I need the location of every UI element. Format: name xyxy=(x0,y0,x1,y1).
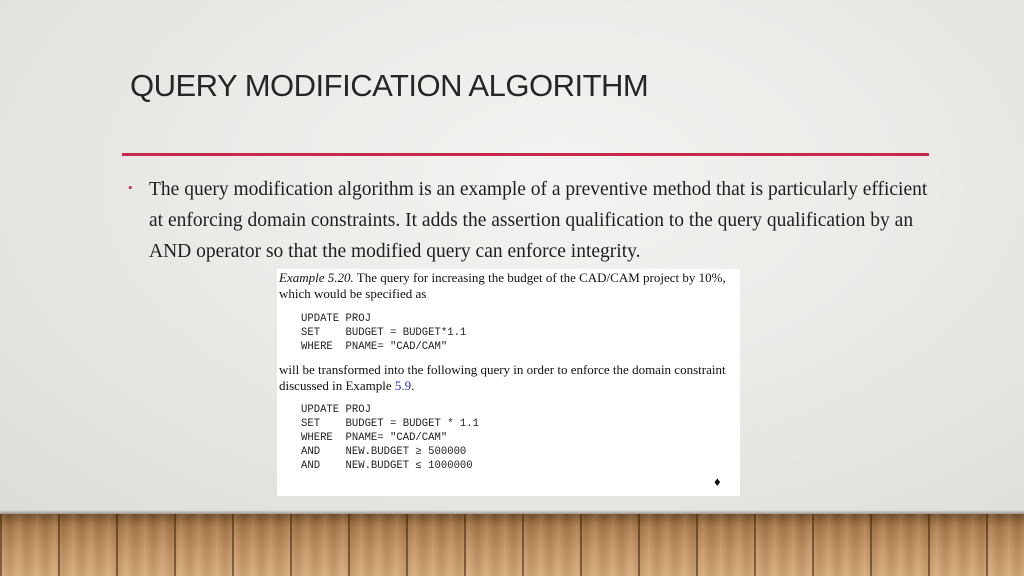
code-line: WHERE PNAME= "CAD/CAM" xyxy=(301,432,448,444)
bullet-text: The query modification algorithm is an example of a preventive method that is particularly efficient at enforcing domain constraints. It adds the assertion qualification to the query qualification by an AND operator so that the modified query can enforce integrity. xyxy=(149,179,928,263)
bullet-list xyxy=(128,174,928,268)
transform-sentence: will be transformed into the following query in order to enforce the domain constraint discussed in Example xyxy=(279,362,726,393)
caption-text: The query for increasing the budget of the CAD/CAM project by 10%, which would be specified as xyxy=(279,270,726,301)
code-line: SET BUDGET = BUDGET * 1.1 xyxy=(301,418,480,430)
end-of-example-icon: ♦ xyxy=(714,474,721,489)
wood-floor xyxy=(0,514,1024,576)
transform-text xyxy=(279,362,735,394)
code-line: AND NEW.BUDGET ≤ 1000000 xyxy=(301,460,473,472)
modified-query-code xyxy=(301,403,479,473)
title-divider xyxy=(122,153,929,156)
original-query-code xyxy=(301,312,466,354)
example-label: Example 5.20. xyxy=(279,270,354,285)
code-line: WHERE PNAME= "CAD/CAM" xyxy=(301,341,448,353)
figure-caption xyxy=(279,270,735,302)
slide-title: QUERY MODIFICATION ALGORITHM xyxy=(130,68,649,103)
example-reference-link[interactable]: 5.9 xyxy=(394,378,412,393)
transform-end: . xyxy=(411,378,415,393)
example-figure xyxy=(277,269,740,496)
code-line: SET BUDGET = BUDGET*1.1 xyxy=(301,327,467,339)
bullet-icon: • xyxy=(128,180,133,195)
code-line: UPDATE PROJ xyxy=(301,404,371,416)
code-line: UPDATE PROJ xyxy=(301,313,371,325)
code-line: AND NEW.BUDGET ≥ 500000 xyxy=(301,446,467,458)
